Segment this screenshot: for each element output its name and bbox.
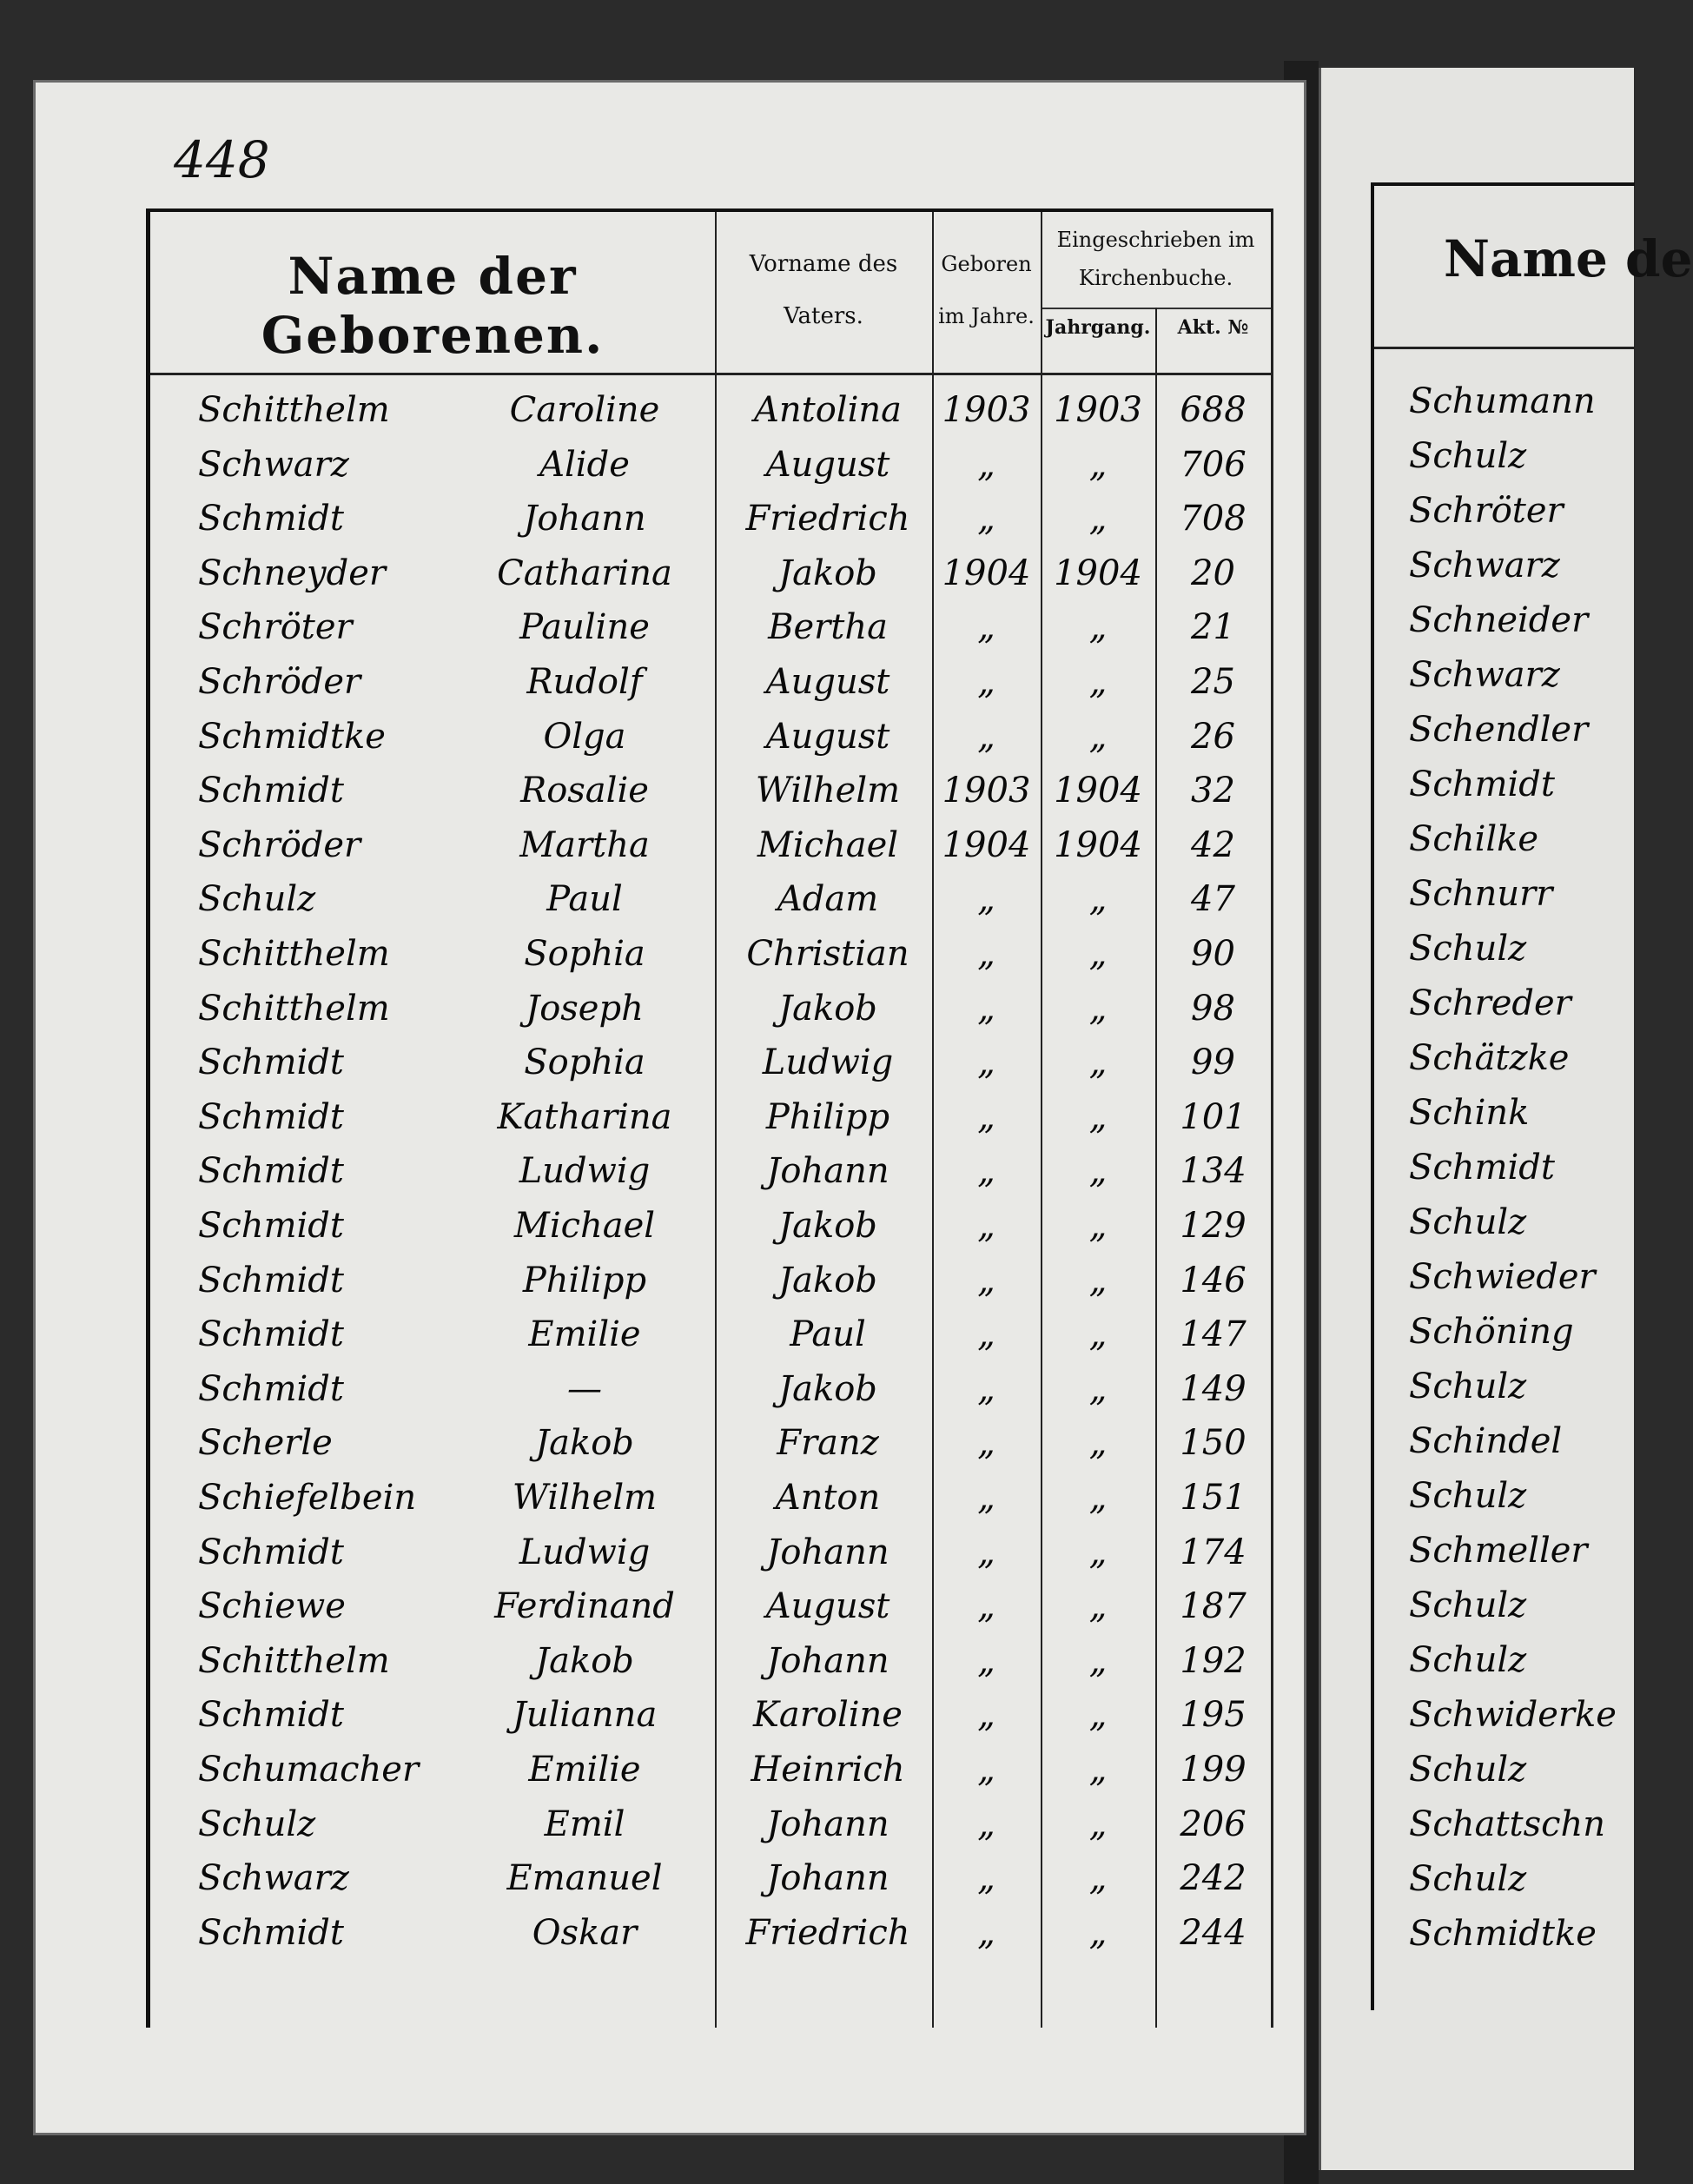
page-number: 448 xyxy=(174,130,270,189)
right-header-divider xyxy=(1374,347,1635,349)
father-name-cell: Friedrich xyxy=(745,1912,910,1953)
given-name-cell: Catharina xyxy=(497,553,672,593)
birth-year-cell: „ xyxy=(977,1151,995,1192)
father-name-cell: Philipp xyxy=(765,1096,890,1137)
right-surname-cell: Schulz xyxy=(1409,436,1527,476)
birth-year-cell: „ xyxy=(977,1042,995,1083)
right-surname-cell: Schnurr xyxy=(1409,874,1553,914)
right-surname-cell: Schätzke xyxy=(1409,1038,1570,1078)
birth-year-cell: „ xyxy=(977,1478,995,1518)
father-name-cell: Heinrich xyxy=(751,1750,905,1790)
akt-number-cell: 199 xyxy=(1180,1750,1247,1790)
table-row xyxy=(150,762,1271,816)
akt-number-cell: 174 xyxy=(1180,1532,1247,1572)
given-name-cell: Joseph xyxy=(526,988,644,1029)
akt-number-cell: 195 xyxy=(1180,1695,1247,1736)
surname-cell: Schröter xyxy=(198,607,353,648)
surname-cell: Schmidt xyxy=(198,1096,344,1137)
surname-cell: Schröder xyxy=(198,824,361,865)
birth-year-cell: 1903 xyxy=(942,771,1031,811)
given-name-cell: Julianna xyxy=(512,1695,658,1736)
father-name-cell: Anton xyxy=(775,1478,881,1518)
akt-number-cell: 146 xyxy=(1180,1260,1247,1300)
jahrgang-cell: „ xyxy=(1088,1042,1108,1083)
surname-cell: Schmidtke xyxy=(198,716,386,757)
right-surname-cell: Schöning xyxy=(1409,1312,1574,1352)
akt-number-cell: 101 xyxy=(1180,1096,1247,1137)
father-name-cell: Jakob xyxy=(778,1368,877,1409)
birth-year-cell: „ xyxy=(977,1858,995,1899)
given-name-cell: Johann xyxy=(523,499,646,539)
father-name-cell: Michael xyxy=(757,824,899,865)
jahrgang-cell: „ xyxy=(1088,988,1108,1029)
surname-cell: Schmidt xyxy=(198,1042,344,1083)
right-surname-cell: Schulz xyxy=(1409,1750,1527,1790)
jahrgang-cell: „ xyxy=(1088,662,1108,702)
given-name-cell: Martha xyxy=(519,824,650,865)
jahrgang-cell: „ xyxy=(1088,1803,1108,1844)
jahrgang-cell: „ xyxy=(1088,1260,1108,1300)
birth-year-cell: „ xyxy=(977,988,995,1029)
table-row xyxy=(150,599,1271,652)
akt-number-cell: 26 xyxy=(1191,716,1235,757)
table-row xyxy=(150,1252,1271,1306)
birth-year-cell: „ xyxy=(977,1803,995,1844)
birth-year-cell: „ xyxy=(977,444,995,485)
birth-year-cell: „ xyxy=(977,1532,995,1572)
father-name-cell: Friedrich xyxy=(745,499,910,539)
birth-register-table xyxy=(146,208,1273,2028)
birth-year-cell: „ xyxy=(977,607,995,648)
birth-year-cell: „ xyxy=(977,1586,995,1627)
father-name-cell: August xyxy=(765,716,890,757)
father-name-cell: August xyxy=(765,1586,890,1627)
akt-number-cell: 244 xyxy=(1180,1912,1247,1953)
surname-cell: Scherle xyxy=(198,1423,333,1464)
father-name-cell: Jakob xyxy=(778,553,877,593)
right-surname-cell: Schendler xyxy=(1409,710,1589,750)
given-name-cell: Sophia xyxy=(524,1042,645,1083)
birth-year-cell: „ xyxy=(977,1423,995,1464)
akt-number-cell: 129 xyxy=(1180,1206,1247,1246)
surname-cell: Schitthelm xyxy=(198,988,390,1029)
birth-year-cell: „ xyxy=(977,1368,995,1409)
akt-number-cell: 192 xyxy=(1180,1640,1247,1681)
father-name-cell: Karoline xyxy=(753,1695,903,1736)
header-jahrgang: Jahrgang. xyxy=(1045,316,1151,339)
table-row xyxy=(150,436,1271,490)
right-header-name: Name de xyxy=(1444,229,1693,288)
birth-year-cell: 1903 xyxy=(942,390,1031,430)
given-name-cell: Michael xyxy=(513,1206,656,1246)
right-surname-cell: Schreder xyxy=(1409,983,1571,1023)
akt-number-cell: 688 xyxy=(1180,390,1247,430)
birth-year-cell: „ xyxy=(977,1260,995,1300)
header-year: Geboren im Jahre. xyxy=(938,252,1035,328)
jahrgang-cell: „ xyxy=(1088,1695,1108,1736)
given-name-cell: Oskar xyxy=(532,1912,638,1953)
jahrgang-cell: „ xyxy=(1088,1423,1108,1464)
table-row xyxy=(150,870,1271,924)
jahrgang-cell: „ xyxy=(1088,1750,1108,1790)
table-row xyxy=(150,817,1271,870)
header-father: Vorname des Vaters. xyxy=(749,251,898,329)
given-name-cell: Ferdinand xyxy=(494,1586,675,1627)
table-row xyxy=(150,1034,1271,1088)
jahrgang-cell: „ xyxy=(1088,1206,1108,1246)
given-name-cell: Emil xyxy=(544,1803,625,1844)
jahrgang-cell: „ xyxy=(1088,716,1108,757)
birth-year-cell: „ xyxy=(977,1695,995,1736)
father-name-cell: Johann xyxy=(766,1858,889,1899)
surname-cell: Schwarz xyxy=(198,444,349,485)
father-name-cell: Jakob xyxy=(778,1206,877,1246)
header-name: Name der Geborenen. xyxy=(261,247,605,365)
given-name-cell: Alide xyxy=(539,444,630,485)
given-name-cell: Emanuel xyxy=(506,1858,663,1899)
right-surname-cell: Schulz xyxy=(1409,1367,1527,1406)
birth-year-cell: 1904 xyxy=(942,824,1031,865)
birth-year-cell: „ xyxy=(977,1314,995,1355)
surname-cell: Schmidt xyxy=(198,1912,344,1953)
given-name-cell: Sophia xyxy=(524,934,645,974)
akt-number-cell: 187 xyxy=(1180,1586,1247,1627)
right-surname-cell: Schneider xyxy=(1409,600,1589,640)
father-name-cell: Antolina xyxy=(754,390,902,430)
jahrgang-cell: „ xyxy=(1088,879,1108,920)
given-name-cell: Olga xyxy=(543,716,626,757)
surname-cell: Schmidt xyxy=(198,1260,344,1300)
right-surname-cell: Schulz xyxy=(1409,1476,1527,1516)
birth-year-cell: 1904 xyxy=(942,553,1031,593)
right-surname-cell: Schilke xyxy=(1409,819,1539,859)
given-name-cell: Paul xyxy=(546,879,623,920)
jahrgang-cell: „ xyxy=(1088,1096,1108,1137)
jahrgang-cell: „ xyxy=(1088,1478,1108,1518)
surname-cell: Schmidt xyxy=(198,771,344,811)
akt-number-cell: 99 xyxy=(1191,1042,1235,1083)
surname-cell: Schulz xyxy=(198,879,316,920)
table-row xyxy=(150,1089,1271,1142)
jahrgang-cell: „ xyxy=(1088,444,1108,485)
right-surname-cell: Schulz xyxy=(1409,1859,1527,1899)
given-name-cell: Katharina xyxy=(497,1096,672,1137)
table-row xyxy=(150,1850,1271,1903)
father-name-cell: Adam xyxy=(777,879,879,920)
birth-year-cell: „ xyxy=(977,1206,995,1246)
table-row xyxy=(150,925,1271,979)
surname-cell: Schröder xyxy=(198,662,361,702)
table-row xyxy=(150,1632,1271,1686)
surname-cell: Schulz xyxy=(198,1803,316,1844)
table-row xyxy=(150,1306,1271,1360)
akt-number-cell: 21 xyxy=(1191,607,1235,648)
akt-number-cell: 149 xyxy=(1180,1368,1247,1409)
father-name-cell: Paul xyxy=(790,1314,866,1355)
right-surname-cell: Schindel xyxy=(1409,1421,1563,1461)
table-row xyxy=(150,490,1271,544)
akt-number-cell: 147 xyxy=(1180,1314,1247,1355)
father-name-cell: Wilhelm xyxy=(755,771,901,811)
surname-cell: Schmidt xyxy=(198,1151,344,1192)
right-surname-cell: Schulz xyxy=(1409,1640,1527,1680)
jahrgang-cell: „ xyxy=(1088,1532,1108,1572)
table-row xyxy=(150,381,1271,435)
header-divider xyxy=(150,373,1271,375)
father-name-cell: Ludwig xyxy=(762,1042,894,1083)
right-surname-cell: Schmidt xyxy=(1409,1148,1555,1188)
surname-cell: Schmidt xyxy=(198,1368,344,1409)
akt-number-cell: 20 xyxy=(1191,553,1235,593)
birth-year-cell: „ xyxy=(977,1912,995,1953)
given-name-cell: Philipp xyxy=(522,1260,647,1300)
right-surname-cell: Schulz xyxy=(1409,929,1527,969)
given-name-cell: Pauline xyxy=(519,607,650,648)
birth-year-cell: „ xyxy=(977,662,995,702)
akt-number-cell: 708 xyxy=(1180,499,1247,539)
surname-cell: Schumacher xyxy=(198,1750,420,1790)
akt-number-cell: 42 xyxy=(1191,824,1235,865)
jahrgang-cell: „ xyxy=(1088,1586,1108,1627)
header-akt: Akt. № xyxy=(1177,316,1249,339)
header-church-book: Eingeschrieben im Kirchenbuche. xyxy=(1056,228,1255,290)
table-row xyxy=(150,1469,1271,1523)
right-register-table xyxy=(1371,182,1693,2010)
akt-number-cell: 25 xyxy=(1191,662,1235,702)
akt-number-cell: 150 xyxy=(1180,1423,1247,1464)
right-surname-cell: Schwarz xyxy=(1409,655,1560,695)
father-name-cell: Johann xyxy=(766,1803,889,1844)
birth-year-cell: „ xyxy=(977,879,995,920)
jahrgang-cell: „ xyxy=(1088,607,1108,648)
given-name-cell: Jakob xyxy=(535,1640,634,1681)
jahrgang-cell: „ xyxy=(1088,934,1108,974)
right-surname-cell: Schröter xyxy=(1409,491,1564,531)
birth-year-cell: „ xyxy=(977,1750,995,1790)
jahrgang-cell: „ xyxy=(1088,1858,1108,1899)
given-name-cell: Rudolf xyxy=(526,662,643,702)
right-surname-cell: Schulz xyxy=(1409,1202,1527,1242)
table-row xyxy=(150,1524,1271,1578)
right-surname-cell: Schwiderke xyxy=(1409,1695,1617,1735)
father-name-cell: Jakob xyxy=(778,988,877,1029)
jahrgang-cell: 1904 xyxy=(1054,824,1142,865)
table-row xyxy=(150,653,1271,707)
right-surname-cell: Schumann xyxy=(1409,381,1596,421)
father-name-cell: August xyxy=(765,444,890,485)
given-name-cell: Rosalie xyxy=(520,771,649,811)
jahrgang-cell: „ xyxy=(1088,1368,1108,1409)
right-surname-cell: Schulz xyxy=(1409,1585,1527,1625)
surname-cell: Schmidt xyxy=(198,1532,344,1572)
akt-number-cell: 206 xyxy=(1180,1803,1247,1844)
surname-cell: Schmidt xyxy=(198,1206,344,1246)
surname-cell: Schiefelbein xyxy=(198,1478,417,1518)
surname-cell: Schmidt xyxy=(198,1314,344,1355)
right-surname-cell: Schwarz xyxy=(1409,546,1560,586)
akt-number-cell: 98 xyxy=(1191,988,1235,1029)
birth-year-cell: „ xyxy=(977,716,995,757)
table-row xyxy=(150,1142,1271,1196)
right-surname-cell: Schattschn xyxy=(1409,1804,1606,1844)
father-name-cell: August xyxy=(765,662,890,702)
table-row xyxy=(150,1414,1271,1468)
table-row xyxy=(150,1686,1271,1740)
akt-number-cell: 134 xyxy=(1180,1151,1247,1192)
jahrgang-cell: 1904 xyxy=(1054,771,1142,811)
akt-number-cell: 706 xyxy=(1180,444,1247,485)
akt-number-cell: 90 xyxy=(1191,934,1235,974)
akt-number-cell: 151 xyxy=(1180,1478,1247,1518)
table-row xyxy=(150,1578,1271,1631)
akt-number-cell: 32 xyxy=(1191,771,1235,811)
right-surname-cell: Schmidtke xyxy=(1409,1914,1597,1954)
table-row xyxy=(150,545,1271,599)
given-name-cell: Emilie xyxy=(528,1314,641,1355)
given-name-cell: Wilhelm xyxy=(512,1478,658,1518)
father-name-cell: Christian xyxy=(746,934,909,974)
table-row xyxy=(150,1197,1271,1251)
table-row xyxy=(150,1796,1271,1850)
table-row xyxy=(150,1360,1271,1414)
right-surname-cell: Schmeller xyxy=(1409,1531,1588,1571)
father-name-cell: Franz xyxy=(777,1423,879,1464)
jahrgang-cell: 1903 xyxy=(1054,390,1142,430)
birth-year-cell: „ xyxy=(977,499,995,539)
jahrgang-cell: „ xyxy=(1088,1640,1108,1681)
table-row xyxy=(150,1904,1271,1958)
father-name-cell: Johann xyxy=(766,1151,889,1192)
akt-number-cell: 242 xyxy=(1180,1858,1247,1899)
given-name-cell: Jakob xyxy=(535,1423,634,1464)
jahrgang-cell: „ xyxy=(1088,499,1108,539)
father-name-cell: Johann xyxy=(766,1640,889,1681)
surname-cell: Schiewe xyxy=(198,1586,346,1627)
surname-cell: Schmidt xyxy=(198,499,344,539)
right-surname-cell: Schmidt xyxy=(1409,764,1555,804)
akt-number-cell: 47 xyxy=(1191,879,1235,920)
father-name-cell: Jakob xyxy=(778,1260,877,1300)
given-name-cell: Ludwig xyxy=(519,1532,651,1572)
table-row xyxy=(150,980,1271,1034)
jahrgang-cell: 1904 xyxy=(1054,553,1142,593)
father-name-cell: Johann xyxy=(766,1532,889,1572)
right-surname-cell: Schink xyxy=(1409,1093,1530,1133)
jahrgang-cell: „ xyxy=(1088,1912,1108,1953)
right-surname-cell: Schwieder xyxy=(1409,1257,1596,1297)
surname-cell: Schmidt xyxy=(198,1695,344,1736)
surname-cell: Schneyder xyxy=(198,553,386,593)
birth-year-cell: „ xyxy=(977,934,995,974)
birth-year-cell: „ xyxy=(977,1096,995,1137)
jahrgang-cell: „ xyxy=(1088,1314,1108,1355)
surname-cell: Schitthelm xyxy=(198,934,390,974)
given-name-cell: Emilie xyxy=(528,1750,641,1790)
father-name-cell: Bertha xyxy=(768,607,888,648)
given-name-cell: Ludwig xyxy=(519,1151,651,1192)
jahrgang-cell: „ xyxy=(1088,1151,1108,1192)
birth-year-cell: „ xyxy=(977,1640,995,1681)
surname-cell: Schwarz xyxy=(198,1858,349,1899)
surname-cell: Schitthelm xyxy=(198,390,390,430)
table-row xyxy=(150,1741,1271,1795)
surname-cell: Schitthelm xyxy=(198,1640,390,1681)
given-name-cell: — xyxy=(567,1368,602,1409)
given-name-cell: Caroline xyxy=(509,390,660,430)
table-row xyxy=(150,708,1271,762)
